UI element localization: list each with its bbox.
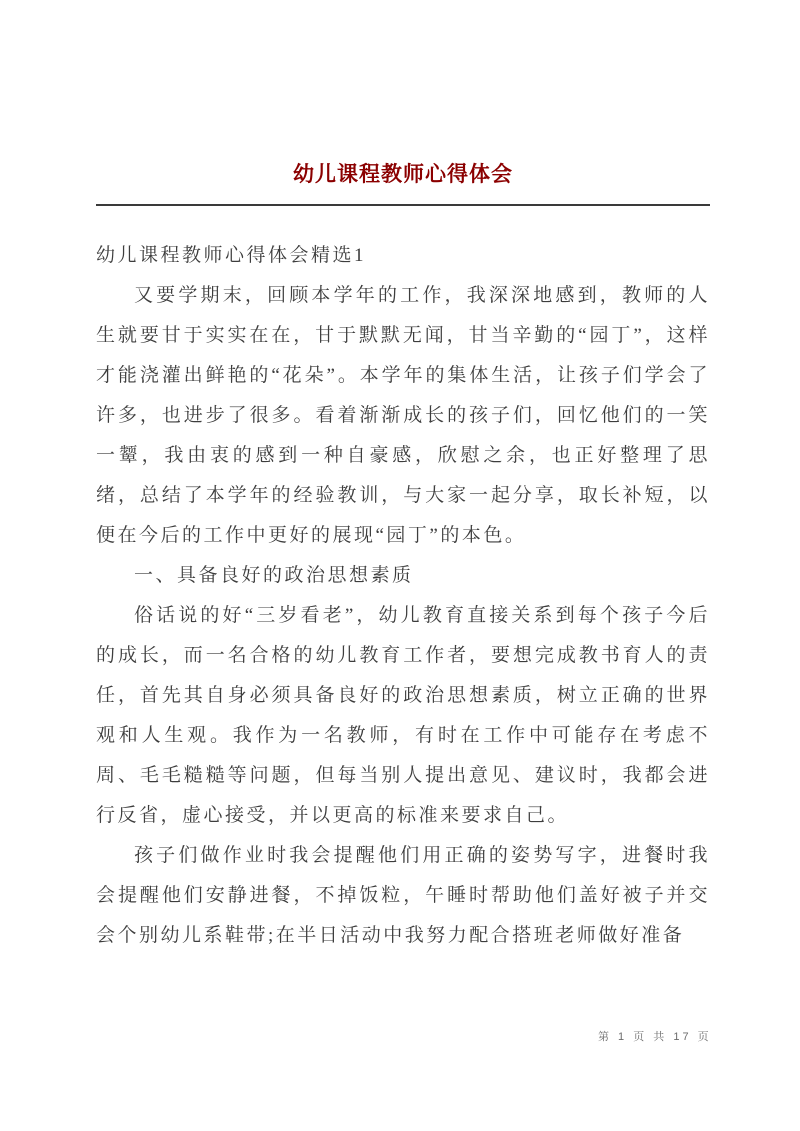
section-heading-1: 一、具备良好的政治思想素质 xyxy=(134,565,414,586)
paragraph-intro: 又要学期末，回顾本学年的工作，我深深地感到，教师的人生就要甘于实实在在，甘于默默无闻，甘当辛勤的“园丁”，这样才能浇灌出鲜艳的“花朵”。本学年的集体生活，让孩子们学会了许多，也进步了很多。看着渐渐成长的孩子们，回忆他们的一笑一颦，我由衷的感到一种自豪感，欣慰之余，也正好整理了思绪，总结了本学年的经验教训，与大家一起分享，取长补短，以便在今后的工作中更好的展现“园丁”的本色。 xyxy=(96,285,710,546)
paragraph-2: 俗话说的好“三岁看老”，幼儿教育直接关系到每个孩子今后的成长，而一名合格的幼儿教育工作者，要想完成教书育人的责任，首先其自身必须具备良好的政治思想素质，树立正确的世界观和人生观。我作为一名教师，有时在工作中可能存在考虑不周、毛毛糙糙等问题，但每当别人提出意见、建议时，我都会进行反省，虚心接受，并以更高的标准来要求自己。 xyxy=(96,605,710,826)
page-title: 幼儿课程教师心得体会 xyxy=(293,163,513,186)
page-footer: 第 1 页 共 17 页 xyxy=(598,1031,712,1043)
subtitle: 幼儿课程教师心得体会精选1 xyxy=(96,245,367,266)
title-divider xyxy=(96,204,710,206)
document-body xyxy=(96,236,710,956)
paragraph-3: 孩子们做作业时我会提醒他们用正确的姿势写字，进餐时我会提醒他们安静进餐，不掉饭粒，午睡时帮助他们盖好被子并交会个别幼儿系鞋带;在半日活动中我努力配合搭班老师做好准备 xyxy=(96,845,710,946)
